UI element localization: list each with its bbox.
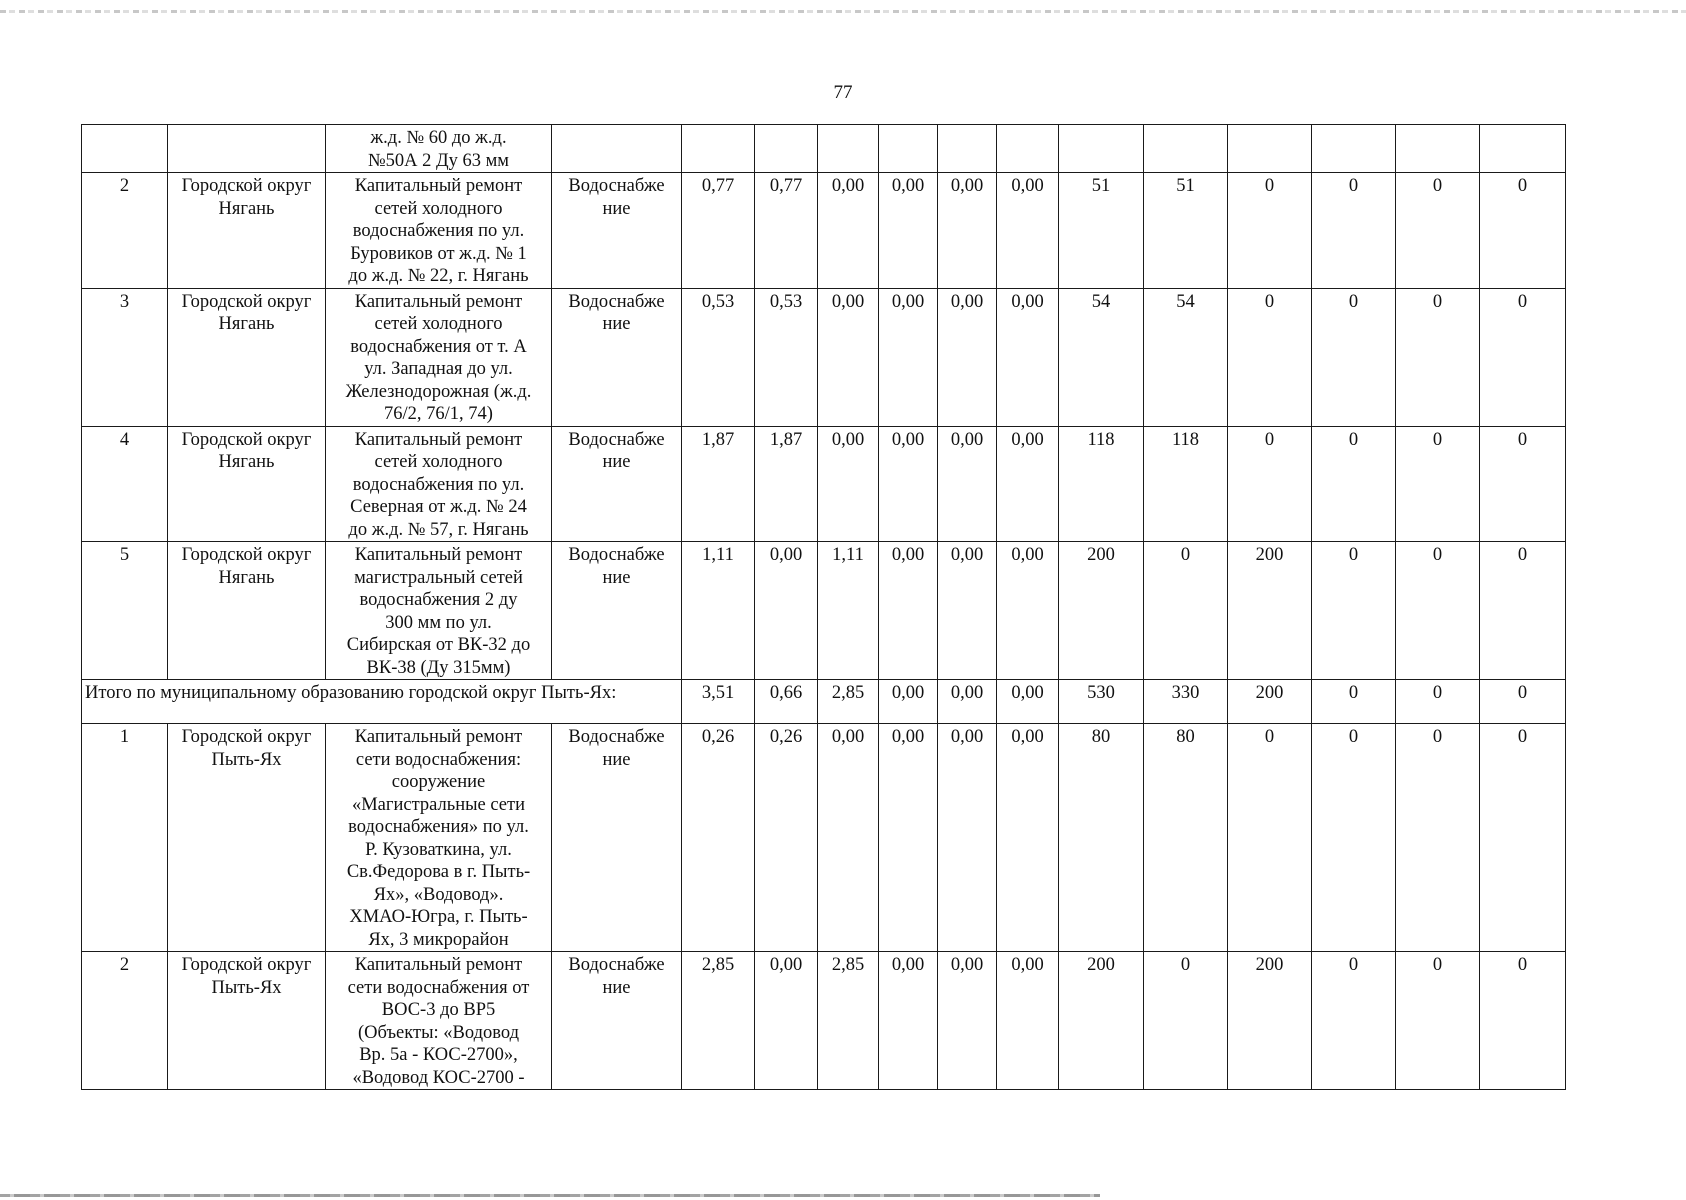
length-total-cell: 0,53 xyxy=(682,288,755,426)
cost-2019-cell: 330 xyxy=(1144,680,1228,724)
work-description-cell: Капитальный ремонт сетей холодного водоснабжения от т. А ул. Западная до ул. Железнодорожная (ж.д. 76/2, 76/1, 74) xyxy=(326,288,552,426)
scan-edge-top xyxy=(0,10,1686,13)
length-2020-cell: 2,85 xyxy=(818,680,879,724)
cost-2019-cell: 0 xyxy=(1144,952,1228,1090)
cost-2019-cell: 80 xyxy=(1144,724,1228,952)
cost-2022-cell: 0 xyxy=(1396,173,1480,289)
category-cell xyxy=(552,125,682,173)
municipality-cell: Городской округ Нягань xyxy=(168,173,326,289)
cost-2023-cell: 0 xyxy=(1480,724,1566,952)
cost-total-cell: 530 xyxy=(1059,680,1144,724)
cost-2020-cell: 200 xyxy=(1228,952,1312,1090)
length-2020-cell: 0,00 xyxy=(818,724,879,952)
page-number: 77 xyxy=(833,82,853,103)
cost-2021-cell: 0 xyxy=(1312,952,1396,1090)
row-number-cell: 4 xyxy=(82,426,168,542)
municipality-cell: Городской округ Нягань xyxy=(168,288,326,426)
category-cell: Водоснабже ние xyxy=(552,724,682,952)
length-2022-cell xyxy=(938,125,997,173)
length-2022-cell: 0,00 xyxy=(938,426,997,542)
length-total-cell: 2,85 xyxy=(682,952,755,1090)
cost-2021-cell: 0 xyxy=(1312,724,1396,952)
row-number-cell: 1 xyxy=(82,724,168,952)
length-2020-cell: 1,11 xyxy=(818,542,879,680)
cost-2023-cell: 0 xyxy=(1480,680,1566,724)
length-2023-cell: 0,00 xyxy=(997,426,1059,542)
cost-total-cell: 80 xyxy=(1059,724,1144,952)
cost-2020-cell: 0 xyxy=(1228,426,1312,542)
work-description-cell: Капитальный ремонт магистральный сетей водоснабжения 2 ду 300 мм по ул. Сибирская от ВК-32 до ВК-38 (Ду 315мм) xyxy=(326,542,552,680)
municipality-cell: Городской округ Нягань xyxy=(168,542,326,680)
cost-2022-cell xyxy=(1396,125,1480,173)
cost-2023-cell xyxy=(1480,125,1566,173)
length-2019-cell: 0,00 xyxy=(755,952,818,1090)
cost-2020-cell: 0 xyxy=(1228,288,1312,426)
cost-2022-cell: 0 xyxy=(1396,952,1480,1090)
length-total-cell: 1,11 xyxy=(682,542,755,680)
cost-2020-cell: 200 xyxy=(1228,542,1312,680)
length-2021-cell: 0,00 xyxy=(879,173,938,289)
cost-total-cell: 54 xyxy=(1059,288,1144,426)
length-2019-cell: 0,53 xyxy=(755,288,818,426)
length-2019-cell: 0,00 xyxy=(755,542,818,680)
table-row xyxy=(82,952,1566,1090)
category-cell: Водоснабже ние xyxy=(552,173,682,289)
cost-2023-cell: 0 xyxy=(1480,426,1566,542)
cost-2023-cell: 0 xyxy=(1480,173,1566,289)
cost-2021-cell: 0 xyxy=(1312,288,1396,426)
work-description-cell: Капитальный ремонт сетей холодного водоснабжения по ул. Буровиков от ж.д. № 1 до ж.д. № 22, г. Нягань xyxy=(326,173,552,289)
table-row xyxy=(82,173,1566,289)
length-2019-cell: 0,66 xyxy=(755,680,818,724)
cost-2020-cell: 0 xyxy=(1228,724,1312,952)
length-2023-cell: 0,00 xyxy=(997,173,1059,289)
cost-2022-cell: 0 xyxy=(1396,724,1480,952)
length-2020-cell: 2,85 xyxy=(818,952,879,1090)
cost-2020-cell: 200 xyxy=(1228,680,1312,724)
cost-2019-cell: 0 xyxy=(1144,542,1228,680)
row-number-cell: 2 xyxy=(82,173,168,289)
length-2022-cell: 0,00 xyxy=(938,542,997,680)
length-total-cell: 3,51 xyxy=(682,680,755,724)
length-2022-cell: 0,00 xyxy=(938,288,997,426)
length-total-cell: 0,77 xyxy=(682,173,755,289)
work-description-cell: Капитальный ремонт сети водоснабжения от ВОС-3 до ВР5 (Объекты: «Водовод Вр. 5а - КОС-2700», «Водовод КОС-2700 - xyxy=(326,952,552,1090)
length-2021-cell: 0,00 xyxy=(879,542,938,680)
cost-2022-cell: 0 xyxy=(1396,288,1480,426)
length-2019-cell: 0,77 xyxy=(755,173,818,289)
cost-2020-cell: 0 xyxy=(1228,173,1312,289)
cost-2019-cell: 51 xyxy=(1144,173,1228,289)
work-description-cell: Капитальный ремонт сетей холодного водоснабжения по ул. Северная от ж.д. № 24 до ж.д. № 57, г. Нягань xyxy=(326,426,552,542)
table-row xyxy=(82,288,1566,426)
cost-total-cell xyxy=(1059,125,1144,173)
row-number-cell xyxy=(82,125,168,173)
scan-edge-bottom xyxy=(0,1194,1100,1197)
length-2022-cell: 0,00 xyxy=(938,680,997,724)
length-total-cell: 1,87 xyxy=(682,426,755,542)
row-number-cell: 2 xyxy=(82,952,168,1090)
length-2023-cell: 0,00 xyxy=(997,542,1059,680)
length-2020-cell: 0,00 xyxy=(818,426,879,542)
category-cell: Водоснабже ние xyxy=(552,542,682,680)
total-row xyxy=(82,680,1566,724)
work-description-cell: ж.д. № 60 до ж.д. №50А 2 Ду 63 мм xyxy=(326,125,552,173)
data-table xyxy=(81,124,1566,1090)
municipality-cell: Городской округ Пыть-Ях xyxy=(168,724,326,952)
length-2023-cell: 0,00 xyxy=(997,288,1059,426)
table-row xyxy=(82,542,1566,680)
length-2020-cell: 0,00 xyxy=(818,173,879,289)
cost-2022-cell: 0 xyxy=(1396,680,1480,724)
length-2021-cell: 0,00 xyxy=(879,724,938,952)
length-2021-cell: 0,00 xyxy=(879,426,938,542)
cost-2021-cell xyxy=(1312,125,1396,173)
cost-total-cell: 200 xyxy=(1059,952,1144,1090)
length-total-cell xyxy=(682,125,755,173)
category-cell: Водоснабже ние xyxy=(552,288,682,426)
length-2023-cell: 0,00 xyxy=(997,724,1059,952)
length-2023-cell xyxy=(997,125,1059,173)
cost-2021-cell: 0 xyxy=(1312,173,1396,289)
cost-2021-cell: 0 xyxy=(1312,680,1396,724)
length-2020-cell: 0,00 xyxy=(818,288,879,426)
cost-2020-cell xyxy=(1228,125,1312,173)
row-number-cell: 3 xyxy=(82,288,168,426)
cost-2022-cell: 0 xyxy=(1396,426,1480,542)
work-description-cell: Капитальный ремонт сети водоснабжения: сооружение «Магистральные сети водоснабжения» по ул. Р. Кузоваткина, ул. Св.Федорова в г. Пыть- Ях», «Водовод». ХМАО-Югра, г. Пыть- Ях, 3 микрорайон xyxy=(326,724,552,952)
length-2023-cell: 0,00 xyxy=(997,680,1059,724)
cost-total-cell: 51 xyxy=(1059,173,1144,289)
length-2021-cell: 0,00 xyxy=(879,952,938,1090)
cost-2023-cell: 0 xyxy=(1480,542,1566,680)
length-total-cell: 0,26 xyxy=(682,724,755,952)
cost-2021-cell: 0 xyxy=(1312,542,1396,680)
length-2021-cell: 0,00 xyxy=(879,680,938,724)
category-cell: Водоснабже ние xyxy=(552,426,682,542)
category-cell: Водоснабже ние xyxy=(552,952,682,1090)
cost-2023-cell: 0 xyxy=(1480,952,1566,1090)
total-label-cell: Итого по муниципальному образованию городской округ Пыть-Ях: xyxy=(82,680,682,724)
cost-total-cell: 118 xyxy=(1059,426,1144,542)
length-2021-cell: 0,00 xyxy=(879,288,938,426)
length-2019-cell: 1,87 xyxy=(755,426,818,542)
municipality-cell: Городской округ Нягань xyxy=(168,426,326,542)
cost-2019-cell: 118 xyxy=(1144,426,1228,542)
length-2022-cell: 0,00 xyxy=(938,173,997,289)
length-2023-cell: 0,00 xyxy=(997,952,1059,1090)
table-row xyxy=(82,125,1566,173)
row-number-cell: 5 xyxy=(82,542,168,680)
length-2019-cell xyxy=(755,125,818,173)
table-row xyxy=(82,426,1566,542)
cost-total-cell: 200 xyxy=(1059,542,1144,680)
length-2022-cell: 0,00 xyxy=(938,952,997,1090)
length-2022-cell: 0,00 xyxy=(938,724,997,952)
table-row xyxy=(82,724,1566,952)
municipality-cell: Городской округ Пыть-Ях xyxy=(168,952,326,1090)
length-2021-cell xyxy=(879,125,938,173)
cost-2019-cell: 54 xyxy=(1144,288,1228,426)
cost-2021-cell: 0 xyxy=(1312,426,1396,542)
length-2020-cell xyxy=(818,125,879,173)
cost-2022-cell: 0 xyxy=(1396,542,1480,680)
municipality-cell xyxy=(168,125,326,173)
cost-2019-cell xyxy=(1144,125,1228,173)
length-2019-cell: 0,26 xyxy=(755,724,818,952)
cost-2023-cell: 0 xyxy=(1480,288,1566,426)
